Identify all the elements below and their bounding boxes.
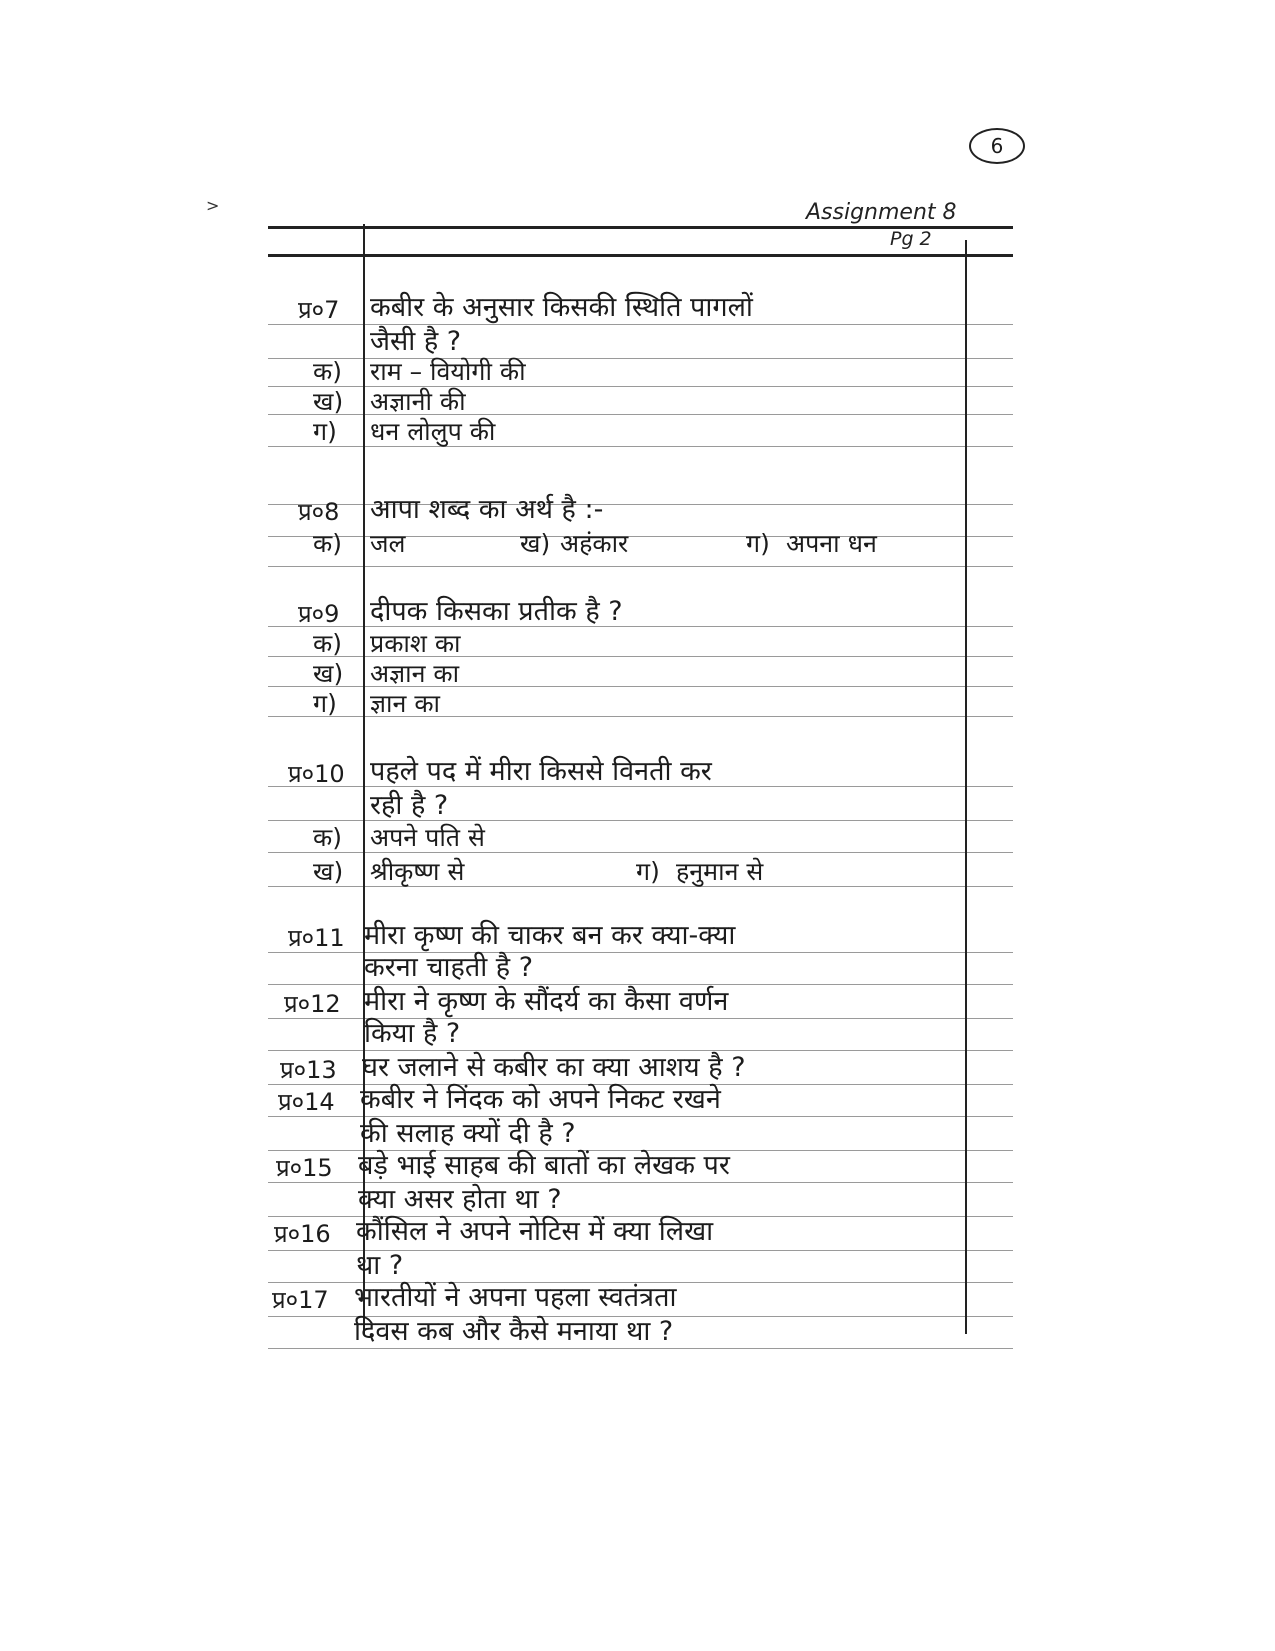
question-text: घर जलाने से कबीर का क्या आशय है ? xyxy=(362,1052,746,1083)
question-text: करना चाहती है ? xyxy=(364,952,534,983)
option-label: क) xyxy=(313,357,342,386)
ruled-line xyxy=(268,1050,1013,1051)
edge-mark: > xyxy=(206,196,220,215)
question-text: मीरा कृष्ण की चाकर बन कर क्या-क्या xyxy=(364,920,736,951)
question-text: किया है ? xyxy=(364,1018,461,1049)
question-text: था ? xyxy=(356,1250,404,1281)
question-number: प्र०17 xyxy=(272,1286,329,1314)
option-label: ग) xyxy=(313,689,337,718)
option-label: क) xyxy=(313,629,342,658)
option-label: ख) xyxy=(520,529,551,558)
option-label: ग) xyxy=(746,529,770,558)
question-number: प्र०9 xyxy=(298,600,340,628)
assignment-label: Assignment 8 xyxy=(806,200,957,225)
page-number: 6 xyxy=(969,128,1025,164)
question-text: कबीर ने निंदक को अपने निकट रखने xyxy=(360,1084,721,1115)
question-text: की सलाह क्यों दी है ? xyxy=(360,1118,576,1149)
question-text: दिवस कब और कैसे मनाया था ? xyxy=(354,1316,674,1347)
option-text: अज्ञान का xyxy=(370,659,460,688)
option-label: ग) xyxy=(636,857,660,886)
option-text: अपने पति से xyxy=(370,823,485,852)
option-label: क) xyxy=(313,823,342,852)
ruled-line xyxy=(268,566,1013,567)
question-text: कबीर के अनुसार किसकी स्थिति पागलों xyxy=(370,292,753,323)
question-text: कौंसिल ने अपने नोटिस में क्या लिखा xyxy=(356,1216,714,1247)
question-number: प्र०11 xyxy=(288,924,345,952)
question-text: बड़े भाई साहब की बातों का लेखक पर xyxy=(358,1150,730,1181)
question-number: प्र०7 xyxy=(298,296,340,324)
question-text: मीरा ने कृष्ण के सौंदर्य का कैसा वर्णन xyxy=(364,986,729,1017)
option-text: राम – वियोगी की xyxy=(370,357,526,386)
option-label: ख) xyxy=(313,387,344,416)
page-label: Pg 2 xyxy=(890,228,932,250)
option-text: हनुमान से xyxy=(676,857,764,886)
question-number: प्र०10 xyxy=(288,760,345,788)
question-number: प्र०16 xyxy=(274,1220,331,1248)
option-label: क) xyxy=(313,529,342,558)
question-number: प्र०8 xyxy=(298,498,340,526)
question-number: प्र०15 xyxy=(276,1154,333,1182)
question-text: क्या असर होता था ? xyxy=(358,1184,562,1215)
ruled-line xyxy=(268,254,1013,257)
ruled-line xyxy=(268,324,1013,325)
option-text: प्रकाश का xyxy=(370,629,461,658)
option-label: ख) xyxy=(313,659,344,688)
ruled-line xyxy=(268,984,1013,985)
right-margin-line xyxy=(965,240,967,1334)
option-text: श्रीकृष्ण से xyxy=(370,857,465,886)
question-text: रही है ? xyxy=(370,790,449,821)
question-number: प्र०13 xyxy=(280,1056,337,1084)
question-text: पहले पद में मीरा किससे विनती कर xyxy=(370,756,712,787)
question-number: प्र०14 xyxy=(278,1088,335,1116)
option-label: ख) xyxy=(313,857,344,886)
option-text: धन लोलुप की xyxy=(370,417,496,446)
option-text: अज्ञानी की xyxy=(370,387,466,416)
option-text: जल xyxy=(370,529,406,558)
ruled-line xyxy=(268,1348,1013,1349)
question-number: प्र०12 xyxy=(284,990,341,1018)
ruled-line xyxy=(268,1182,1013,1183)
ruled-line xyxy=(268,1116,1013,1117)
option-text: अपना धन xyxy=(786,529,877,558)
question-text: आपा शब्द का अर्थ है :- xyxy=(370,494,604,525)
question-text: दीपक किसका प्रतीक है ? xyxy=(370,596,623,627)
question-text: जैसी है ? xyxy=(370,326,462,357)
question-text: भारतीयों ने अपना पहला स्वतंत्रता xyxy=(354,1282,677,1313)
option-text: ज्ञान का xyxy=(370,689,440,718)
option-label: ग) xyxy=(313,417,337,446)
option-text: अहंकार xyxy=(560,529,629,558)
